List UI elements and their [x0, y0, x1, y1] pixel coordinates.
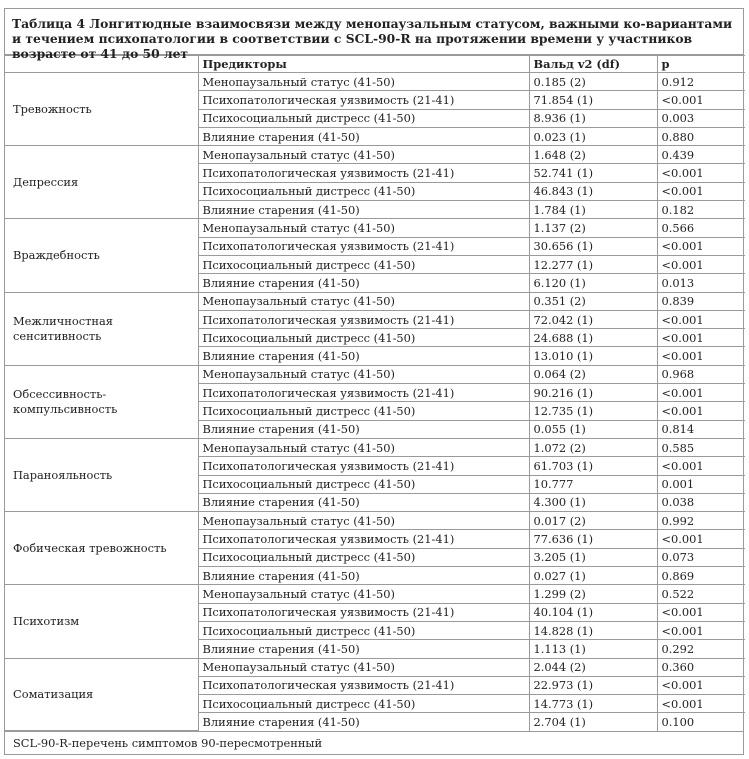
table-row [5, 512, 745, 530]
outcome-label: Депрессия [5, 146, 198, 219]
table-row [5, 219, 745, 237]
predictor-cell: Психопатологическая уязвимость (21-41) [198, 603, 529, 621]
wald-cell: 22.973 (1) [529, 676, 657, 694]
p-value-cell: 0.100 [657, 713, 745, 731]
wald-cell: 1.784 (1) [529, 201, 657, 219]
outcome-label: Обсессивность-компульсивность [5, 365, 198, 438]
p-value-cell: 0.001 [657, 475, 745, 493]
outcome-label: Соматизация [5, 658, 198, 731]
table-row [5, 658, 745, 676]
predictor-cell: Психопатологическая уязвимость (21-41) [198, 310, 529, 328]
p-value-cell: <0.001 [657, 530, 745, 548]
p-value-cell: <0.001 [657, 255, 745, 273]
wald-cell: 2.044 (2) [529, 658, 657, 676]
predictor-cell: Влияние старения (41-50) [198, 567, 529, 585]
p-value-cell: <0.001 [657, 621, 745, 639]
wald-cell: 12.277 (1) [529, 255, 657, 273]
table-row [5, 73, 745, 91]
p-value-cell: 0.522 [657, 585, 745, 603]
footnote: SCL-90-R-перечень симптомов 90-пересмотренный [5, 731, 743, 754]
wald-cell: 0.064 (2) [529, 365, 657, 383]
predictor-cell: Менопаузальный статус (41-50) [198, 512, 529, 530]
wald-cell: 24.688 (1) [529, 329, 657, 347]
p-value-cell: 0.869 [657, 567, 745, 585]
table-container [4, 8, 744, 755]
header-p: p [657, 56, 745, 73]
predictor-cell: Влияние старения (41-50) [198, 713, 529, 731]
predictor-cell: Менопаузальный статус (41-50) [198, 73, 529, 91]
predictor-cell: Психопатологическая уязвимость (21-41) [198, 237, 529, 255]
predictor-cell: Влияние старения (41-50) [198, 640, 529, 658]
predictor-cell: Влияние старения (41-50) [198, 420, 529, 438]
wald-cell: 52.741 (1) [529, 164, 657, 182]
wald-cell: 1.137 (2) [529, 219, 657, 237]
p-value-cell: 0.814 [657, 420, 745, 438]
wald-cell: 77.636 (1) [529, 530, 657, 548]
wald-cell: 13.010 (1) [529, 347, 657, 365]
p-value-cell: 0.968 [657, 365, 745, 383]
wald-cell: 0.017 (2) [529, 512, 657, 530]
p-value-cell: <0.001 [657, 676, 745, 694]
predictor-cell: Менопаузальный статус (41-50) [198, 365, 529, 383]
table-row [5, 585, 745, 603]
p-value-cell: 0.003 [657, 109, 745, 127]
p-value-cell: <0.001 [657, 695, 745, 713]
p-value-cell: <0.001 [657, 347, 745, 365]
wald-cell: 1.299 (2) [529, 585, 657, 603]
predictor-cell: Психопатологическая уязвимость (21-41) [198, 457, 529, 475]
wald-cell: 3.205 (1) [529, 548, 657, 566]
wald-cell: 30.656 (1) [529, 237, 657, 255]
p-value-cell: 0.992 [657, 512, 745, 530]
p-value-cell: <0.001 [657, 182, 745, 200]
results-table [5, 55, 745, 731]
wald-cell: 40.104 (1) [529, 603, 657, 621]
wald-cell: 12.735 (1) [529, 402, 657, 420]
outcome-label: Фобическая тревожность [5, 512, 198, 585]
p-value-cell: <0.001 [657, 164, 745, 182]
outcome-label: Межличностная сенситивность [5, 292, 198, 365]
predictor-cell: Менопаузальный статус (41-50) [198, 585, 529, 603]
predictor-cell: Менопаузальный статус (41-50) [198, 292, 529, 310]
predictor-cell: Психопатологическая уязвимость (21-41) [198, 384, 529, 402]
p-value-cell: 0.013 [657, 274, 745, 292]
predictor-cell: Психосоциальный дистресс (41-50) [198, 402, 529, 420]
wald-cell: 1.072 (2) [529, 438, 657, 456]
p-value-cell: 0.073 [657, 548, 745, 566]
table-row [5, 365, 745, 383]
predictor-cell: Психопатологическая уязвимость (21-41) [198, 676, 529, 694]
p-value-cell: <0.001 [657, 603, 745, 621]
wald-cell: 8.936 (1) [529, 109, 657, 127]
p-value-cell: <0.001 [657, 91, 745, 109]
p-value-cell: 0.439 [657, 146, 745, 164]
predictor-cell: Психосоциальный дистресс (41-50) [198, 548, 529, 566]
predictor-cell: Психопатологическая уязвимость (21-41) [198, 164, 529, 182]
predictor-cell: Психосоциальный дистресс (41-50) [198, 621, 529, 639]
predictor-cell: Влияние старения (41-50) [198, 347, 529, 365]
p-value-cell: <0.001 [657, 310, 745, 328]
predictor-cell: Менопаузальный статус (41-50) [198, 658, 529, 676]
table-row [5, 438, 745, 456]
p-value-cell: <0.001 [657, 237, 745, 255]
wald-cell: 71.854 (1) [529, 91, 657, 109]
wald-cell: 10.777 [529, 475, 657, 493]
wald-cell: 0.027 (1) [529, 567, 657, 585]
predictor-cell: Психопатологическая уязвимость (21-41) [198, 530, 529, 548]
p-value-cell: <0.001 [657, 329, 745, 347]
header-wald: Вальд v2 (df) [529, 56, 657, 73]
predictor-cell: Влияние старения (41-50) [198, 274, 529, 292]
wald-cell: 0.023 (1) [529, 127, 657, 145]
wald-cell: 4.300 (1) [529, 493, 657, 511]
p-value-cell: 0.880 [657, 127, 745, 145]
p-value-cell: 0.912 [657, 73, 745, 91]
predictor-cell: Психосоциальный дистресс (41-50) [198, 695, 529, 713]
table-body [5, 73, 745, 731]
p-value-cell: 0.585 [657, 438, 745, 456]
predictor-cell: Менопаузальный статус (41-50) [198, 146, 529, 164]
p-value-cell: <0.001 [657, 384, 745, 402]
predictor-cell: Психосоциальный дистресс (41-50) [198, 182, 529, 200]
wald-cell: 14.828 (1) [529, 621, 657, 639]
wald-cell: 2.704 (1) [529, 713, 657, 731]
outcome-label: Паранояльность [5, 438, 198, 511]
wald-cell: 1.113 (1) [529, 640, 657, 658]
outcome-label: Психотизм [5, 585, 198, 658]
p-value-cell: 0.839 [657, 292, 745, 310]
wald-cell: 61.703 (1) [529, 457, 657, 475]
wald-cell: 0.351 (2) [529, 292, 657, 310]
wald-cell: 14.773 (1) [529, 695, 657, 713]
predictor-cell: Влияние старения (41-50) [198, 127, 529, 145]
table-caption: Таблица 4 Лонгитюдные взаимосвязи между менопаузальным статусом, важными ко-вариантами и течением психопатологии в соответствии с SCL-90-R на протяжении времени у участников возрасте от 41 до 50 лет [5, 9, 743, 55]
predictor-cell: Менопаузальный статус (41-50) [198, 438, 529, 456]
wald-cell: 0.055 (1) [529, 420, 657, 438]
predictor-cell: Менопаузальный статус (41-50) [198, 219, 529, 237]
wald-cell: 1.648 (2) [529, 146, 657, 164]
wald-cell: 90.216 (1) [529, 384, 657, 402]
outcome-label: Тревожность [5, 73, 198, 146]
p-value-cell: <0.001 [657, 402, 745, 420]
p-value-cell: 0.360 [657, 658, 745, 676]
predictor-cell: Психопатологическая уязвимость (21-41) [198, 91, 529, 109]
header-predictors: Предикторы [198, 56, 529, 73]
predictor-cell: Влияние старения (41-50) [198, 201, 529, 219]
p-value-cell: 0.038 [657, 493, 745, 511]
wald-cell: 72.042 (1) [529, 310, 657, 328]
table-row [5, 146, 745, 164]
outcome-label: Враждебность [5, 219, 198, 292]
predictor-cell: Психосоциальный дистресс (41-50) [198, 475, 529, 493]
p-value-cell: 0.292 [657, 640, 745, 658]
wald-cell: 0.185 (2) [529, 73, 657, 91]
wald-cell: 6.120 (1) [529, 274, 657, 292]
predictor-cell: Психосоциальный дистресс (41-50) [198, 329, 529, 347]
p-value-cell: 0.566 [657, 219, 745, 237]
p-value-cell: 0.182 [657, 201, 745, 219]
table-row [5, 292, 745, 310]
predictor-cell: Психосоциальный дистресс (41-50) [198, 255, 529, 273]
predictor-cell: Психосоциальный дистресс (41-50) [198, 109, 529, 127]
p-value-cell: <0.001 [657, 457, 745, 475]
predictor-cell: Влияние старения (41-50) [198, 493, 529, 511]
wald-cell: 46.843 (1) [529, 182, 657, 200]
